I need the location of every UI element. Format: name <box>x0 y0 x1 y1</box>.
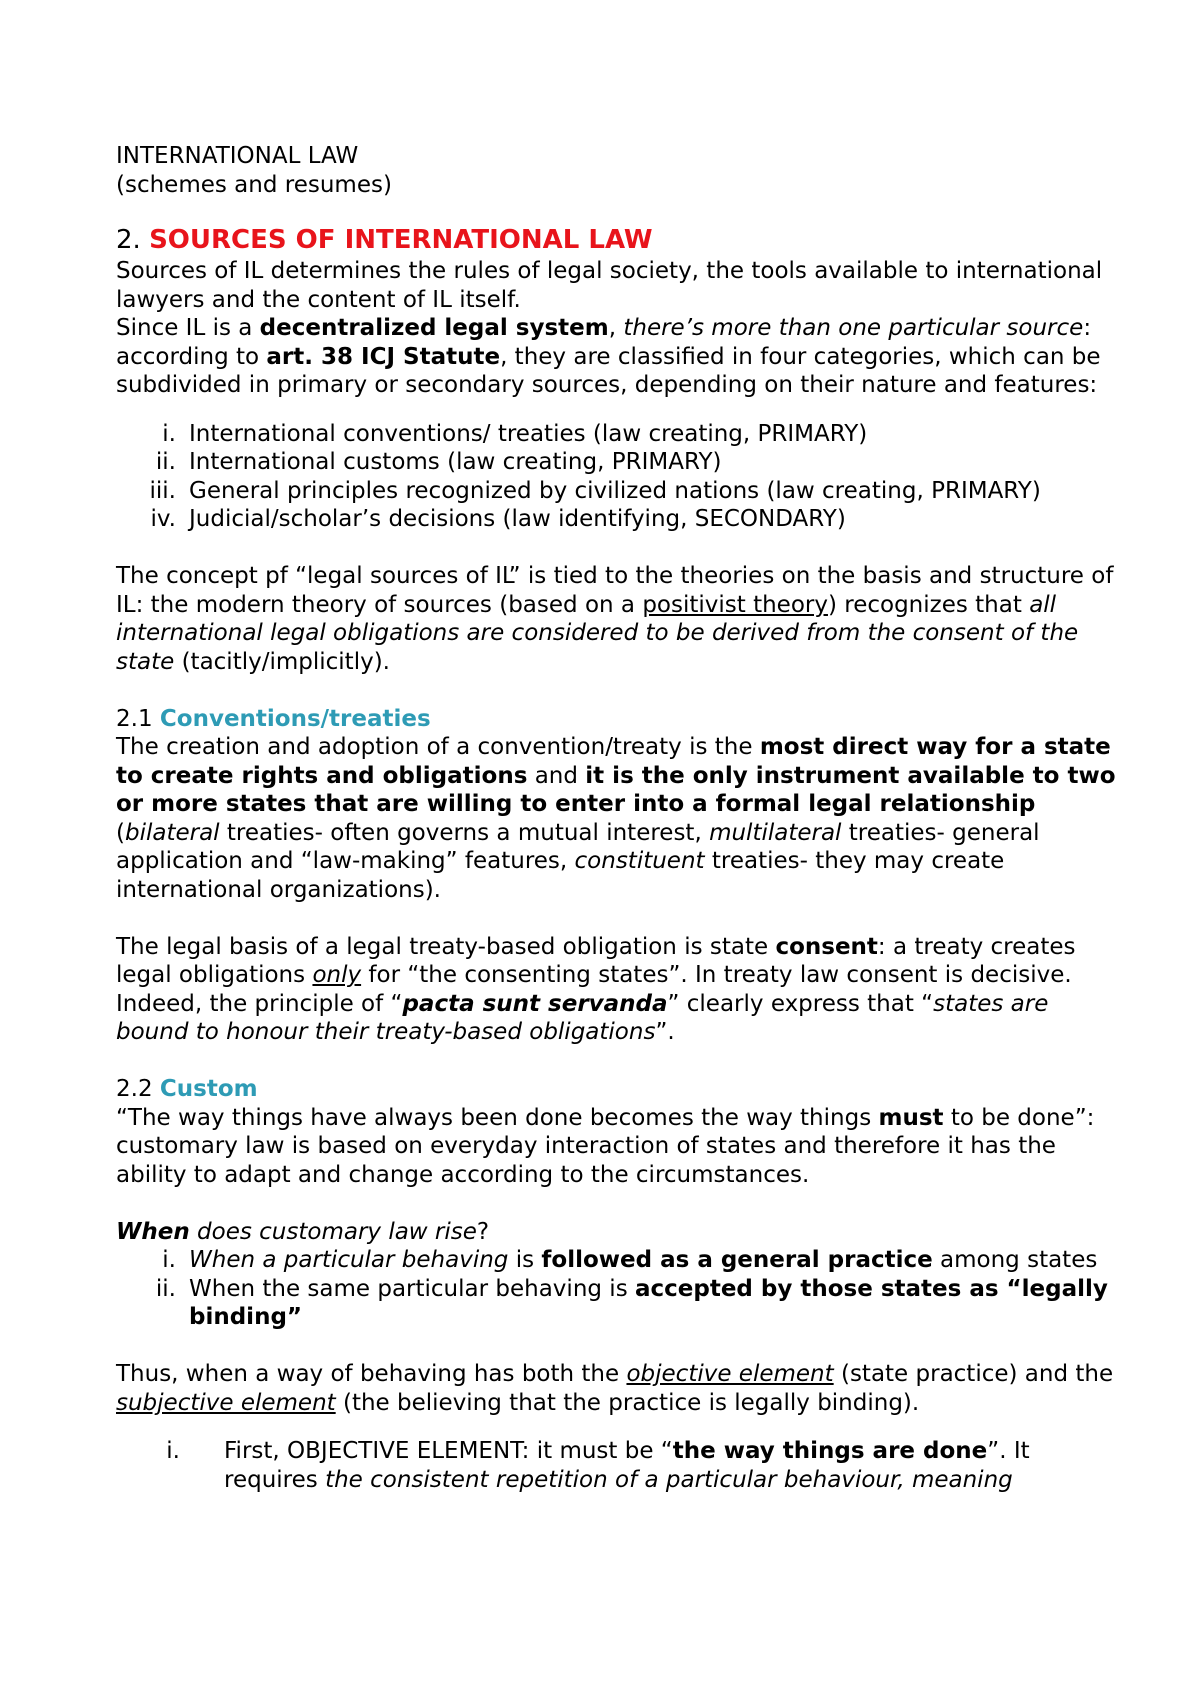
section-2-2-heading: 2.2 Custom <box>116 1076 258 1102</box>
document-page <box>116 142 1116 1494</box>
spacer <box>116 1417 1116 1437</box>
section-2-1-heading: 2.1 Conventions/treaties <box>116 705 431 732</box>
section-2-1-paragraph-1: The creation and adoption of a convention/treaty is the most direct way for a state to create rights and obligations and it is the only instrument available to two or more states that are willing to enter into a formal legal relationship (bilateral treaties- often governs a mutual interest, multilateral treaties- general application and “law-making” features, constituent treaties- they may create international organizations). <box>116 734 1116 903</box>
spacer <box>116 904 1116 933</box>
list-item: i. First, OBJECTIVE ELEMENT: it must be “the way things are done”. It requires the consistent repetition of a particular behaviour, meaning <box>166 1438 1030 1493</box>
section-2-paragraph-1: Sources of IL determines the rules of legal society, the tools available to international lawyers and the content of IL itself. <box>116 258 1103 313</box>
section-2-2-paragraph-1: “The way things have always been done becomes the way things must to be done”: customary law is based on everyday interaction of states and therefore it has the ability to adapt and change according to the circumstances. <box>116 1104 1095 1188</box>
spacer <box>116 676 1116 705</box>
section-2-2-paragraph-2: Thus, when a way of behaving has both the objective element (state practice) and the subjective element (the believing that the practice is legally binding). <box>116 1361 1114 1416</box>
spacer <box>116 400 1116 420</box>
section-2-title: SOURCES OF INTERNATIONAL LAW <box>149 225 653 255</box>
spacer <box>116 534 1116 563</box>
section-2-2-title: Custom <box>159 1076 258 1102</box>
list-item: iv. Judicial/scholar’s decisions (law identifying, SECONDARY) <box>150 506 846 532</box>
document-title: INTERNATIONAL LAW <box>116 143 359 169</box>
spacer <box>116 1332 1116 1361</box>
list-item: i. When a particular behaving is followed as a general practice among states <box>162 1247 1098 1273</box>
section-2-paragraph-2: Since IL is a decentralized legal system, there’s more than one particular source: according to art. 38 ICJ Statute, they are classified in four categories, which can be subdivided in primary or secondary sources, depending on their nature and features: <box>116 315 1101 398</box>
custom-conditions-list <box>116 1246 1116 1332</box>
spacer <box>116 1189 1116 1218</box>
section-2-1-title: Conventions/treaties <box>159 705 431 732</box>
list-item: i. International conventions/ treaties (law creating, PRIMARY) <box>162 420 868 447</box>
section-2-1-paragraph-2: The legal basis of a legal treaty-based obligation is state consent: a treaty creates legal obligations only for “the consenting states”. In treaty law consent is decisive. Indeed, the principle of “pacta sunt servanda” clearly express that “states are bound to honour their treaty-based obligations”. <box>116 933 1076 1045</box>
list-item: iii. General principles recognized by civilized nations (law creating, PRIMARY) <box>149 477 1041 504</box>
document-subtitle: (schemes and resumes) <box>116 171 392 198</box>
sources-list <box>116 420 1116 534</box>
section-2-number: 2. <box>116 225 141 255</box>
section-2-heading <box>116 223 1116 257</box>
list-item: ii. When the same particular behaving is accepted by those states as “legally binding” <box>155 1275 1108 1330</box>
spacer <box>116 1047 1116 1076</box>
section-2-2-question: When does customary law rise? <box>116 1218 490 1245</box>
custom-elements-list <box>116 1437 1116 1494</box>
list-item: ii. International customs (law creating, PRIMARY) <box>155 449 722 475</box>
section-2-paragraph-3: The concept pf “legal sources of IL” is tied to the theories on the basis and structure of IL: the modern theory of sources (based on a positivist theory) recognizes that all international legal obligations are considered to be derived from the consent of the state (tacitly/implicitly). <box>116 563 1114 675</box>
